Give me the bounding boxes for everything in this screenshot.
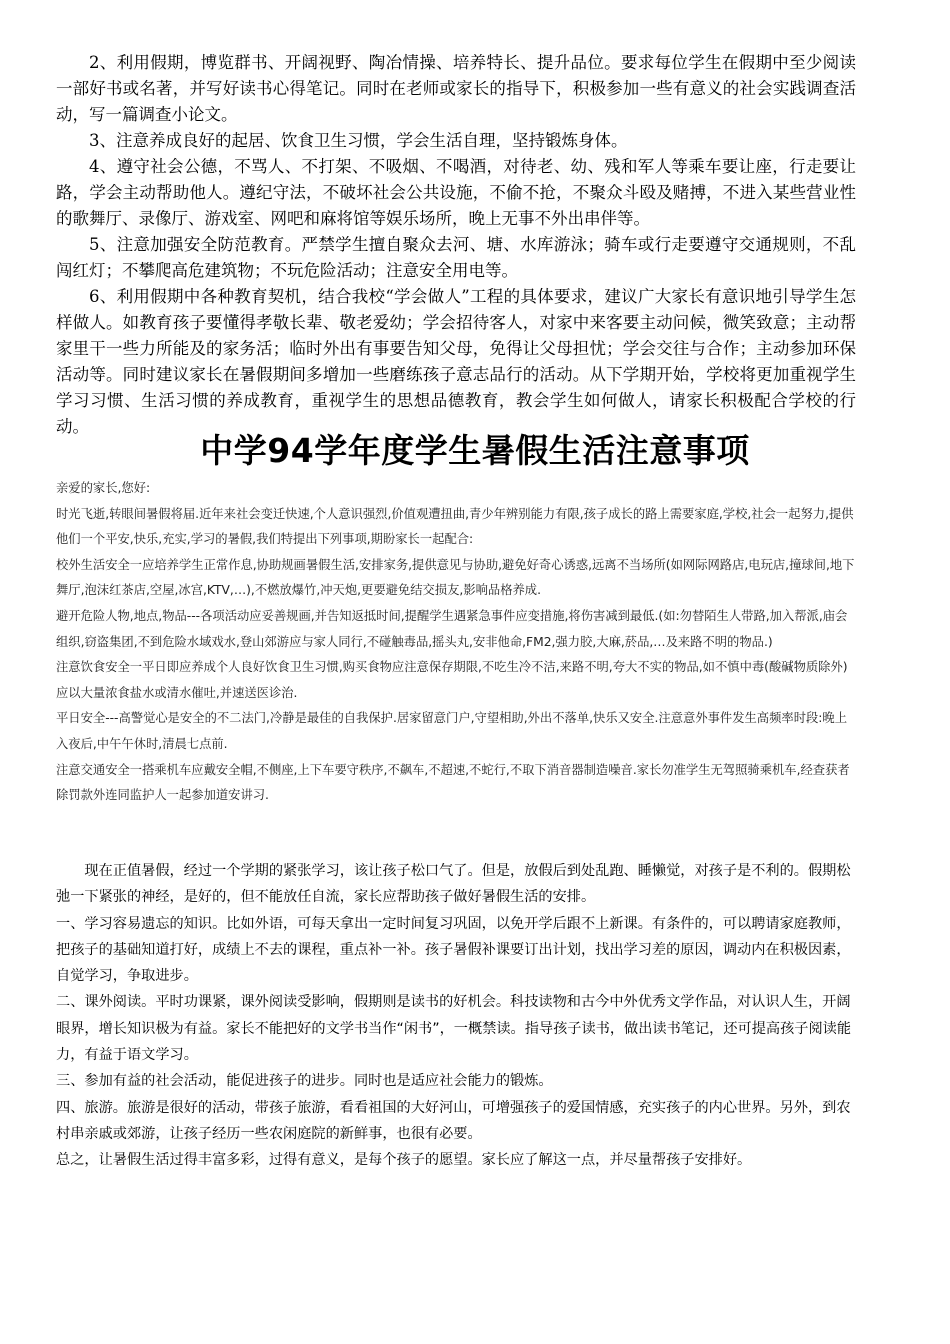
guideline-item-3: 3、注意养成良好的起居、饮食卫生习惯，学会生活自理，坚持锻炼身体。 xyxy=(89,131,628,150)
guideline-item-6: 6、利用假期中各种教育契机，结合我校“学会做人”工程的具体要求，建议广大家长有意识地引导学生怎样做人。如教育孩子要懂得孝敬长辈、敬老爱幼；学会招待客人，对家中来客要主动问候，微笑致意；主动帮家里干一些力所能及的家务活；临时外出有事要告知父母，免得让父母担忧；学会交往与合作；主动参加环保活动等。同时建议家长在暑假期间多增加一些磨练孩子意志品行的活动。从下学期开始，学校将更加重视学生学习习惯、生活习惯的养成教育，重视学生的思想品德教育，教会学生如何做人，请家长积极配合学校的行动。 xyxy=(56,287,856,436)
arrangement-item: 一、学习容易遗忘的知识。比如外语，可每天拿出一定时间复习巩固，以免开学后跟不上新课。有条件的，可以聘请家庭教师，把孩子的基础知道打好，成绩上不去的课程，重点补一补。孩子暑假补课要订出计划，找出学习差的原因，调动内在积极因素，自觉学习，争取进步。 xyxy=(56,915,851,985)
arrangement-intro: 现在正值暑假，经过一个学期的紧张学习，该让孩子松口气了。但是，放假后到处乱跑、睡懒觉，对孩子是不利的。假期松弛一下紧张的神经，是好的，但不能放任自流，家长应帮助孩子做好暑假生活的安排。 xyxy=(56,863,851,906)
letter-greeting: 亲爱的家长,您好: xyxy=(56,481,151,495)
arrangement-item: 二、课外阅读。平时功课紧，课外阅读受影响，假期则是读书的好机会。科技读物和古今中外优秀文学作品，对认识人生，开阔眼界，增长知识极为有益。家长不能把好的文学书当作“闲书”，一概禁读。指导孩子读书，做出读书笔记，还可提高孩子阅读能力，有益于语文学习。 xyxy=(56,994,852,1064)
guideline-item-2: 2、利用假期，博览群书、开阔视野、陶冶情操、培养特长、提升品位。要求每位学生在假期中至少阅读一部好书或名著，并写好读书心得笔记。同时在老师或家长的指导下，积极参加一些有意义的社会实践调查活动，写一篇调查小论文。 xyxy=(56,53,856,124)
guideline-item-4: 4、遵守社会公德，不骂人、不打架、不吸烟、不喝酒，对待老、幼、残和军人等乘车要让座，行走要让路，学会主动帮助他人。遵纪守法，不破坏社会公共设施，不偷不抢，不聚众斗殴及赌搏，不进入某些营业性的歌舞厅、录像厅、游戏室、网吧和麻将馆等娱乐场所，晚上无事不外出串伴等。 xyxy=(56,157,856,228)
letter-paragraph: 注意交通安全一搭乘机车应戴安全帽,不侧座,上下车要守秩序,不飙车,不超速,不蛇行,不取下消音器制造噪音.家长勿准学生无驾照骑乘机车,经查获者除罚款外连同监护人一起参加道安讲习. xyxy=(56,762,850,803)
letter-paragraph: 校外生活安全一应培养学生正常作息,协助规画暑假生活,安排家务,提供意见与协助,避免好奇心诱惑,远离不当场所(如网际网路店,电玩店,撞球间,地下舞厅,泡沫红茶店,空屋,冰宫,KTV,…),不燃放爆竹,冲天炮,更要避免结交损友,影响品格养成. xyxy=(56,557,855,598)
letter-paragraph: 时光飞逝,转眼间暑假将届.近年来社会变迁快速,个人意识强烈,价值观遭扭曲,青少年辨别能力有限,孩子成长的路上需要家庭,学校,社会一起努力,提供他们一个平安,快乐,充实,学习的暑假,我们特提出下列事项,期盼家长一起配合: xyxy=(56,506,854,547)
summer-arrangement-section xyxy=(56,858,861,1174)
document-title: 中学94学年度学生暑假生活注意事项 xyxy=(200,431,750,470)
school-guidelines-section xyxy=(56,50,856,440)
parent-letter-section xyxy=(56,476,856,809)
guideline-item-5: 5、注意加强安全防范教育。严禁学生擅自聚众去河、塘、水库游泳；骑车或行走要遵守交通规则，不乱闯红灯；不攀爬高危建筑物；不玩危险活动；注意安全用电等。 xyxy=(56,235,856,280)
arrangement-item: 四、旅游。旅游是很好的活动，带孩子旅游，看看祖国的大好河山，可增强孩子的爱国情感，充实孩子的内心世界。另外，到农村串亲戚或郊游，让孩子经历一些农闲庭院的新鲜事，也很有必要。 xyxy=(56,1099,851,1142)
arrangement-item: 三、参加有益的社会活动，能促进孩子的进步。同时也是适应社会能力的锻炼。 xyxy=(56,1073,553,1090)
letter-paragraph: 避开危险人物,地点,物品---各项活动应妥善规画,并告知返抵时间,提醒学生遇紧急事件应变措施,将伤害减到最低.(如:勿替陌生人带路,加入帮派,庙会组织,窃盗集团,不到危险水域戏水,登山郊游应与家人同行,不碰触毒品,摇头丸,安非他命,FM2,强力胶,大麻,菸品,…及来路不明的物品.) xyxy=(56,608,848,649)
letter-paragraph: 平日安全---高警觉心是安全的不二法门,冷静是最佳的自我保护.居家留意门户,守望相助,外出不落单,快乐又安全.注意意外事件发生高频率时段:晚上入夜后,中午午休时,清晨七点前. xyxy=(56,711,848,751)
arrangement-conclusion: 总之，让暑假生活过得丰富多彩，过得有意义，是每个孩子的愿望。家长应了解这一点，并尽量帮孩子安排好。 xyxy=(56,1152,752,1169)
letter-paragraph: 注意饮食安全一平日即应养成个人良好饮食卫生习惯,购买食物应注意保存期限,不吃生冷不洁,来路不明,夸大不实的物品,如不慎中毒(酸碱物质除外)应以大量浓食盐水或清水催吐,并速送医诊治. xyxy=(56,660,848,700)
